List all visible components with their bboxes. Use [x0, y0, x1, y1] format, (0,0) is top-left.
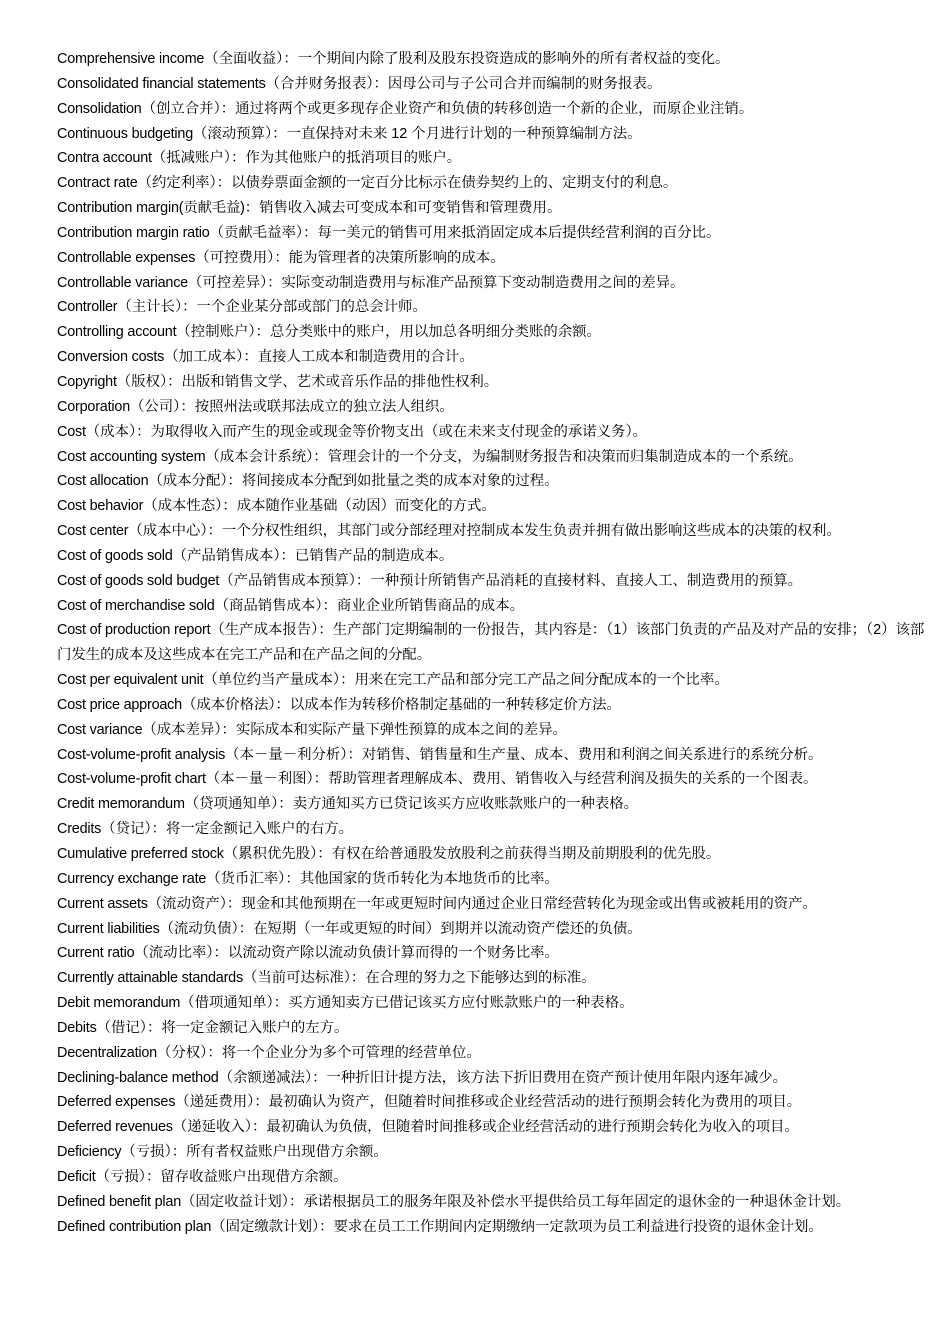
entry-description: （贡献毛益率）：每一美元的销售可用来抵消固定成本后提供经营利润的百分比。 [209, 224, 721, 241]
entry-term: Debits [57, 1019, 97, 1036]
entry-term: Deferred expenses [57, 1094, 176, 1111]
entry-copyright [57, 370, 932, 395]
entry-description: （贷项通知单）：卖方通知买方已贷记该买方应收账款账户的一种表格。 [184, 796, 639, 813]
entry-debit-memorandum [57, 991, 932, 1016]
entry-cumulative-preferred-stock [57, 842, 932, 867]
entry-consolidation [57, 97, 932, 122]
entry-continuous-budgeting [57, 122, 932, 147]
entry-term: Cost-volume-profit analysis [57, 746, 226, 763]
entry-term: Controllable expenses [57, 249, 196, 266]
entry-term: Contra account [57, 150, 152, 167]
entry-term: Consolidation [57, 100, 142, 117]
entry-term: Cumulative preferred stock [57, 846, 224, 862]
entry-term: Conversion costs [57, 349, 165, 366]
entry-description: （加工成本）：直接人工成本和制造费用的合计。 [164, 349, 474, 366]
entry-description: ：销售收入减去可变成本和可变销售和管理费用。 [244, 200, 562, 217]
entry-description: （生产成本报告）：生产部门定期编制的一份报告，其内容是：（1）该部门负责的产品及对产品的安排；（2）该部门发生的成本及这些成本在完工产品和在产品之间的分配。 [57, 622, 925, 664]
entry-description: （固定收益计划）：承诺根据员工的服务年限及补偿水平提供给员工每年固定的退休金的一种退休金计划。 [181, 1193, 851, 1210]
entry-description: （控制账户）：总分类账中的账户，用以加总各明细分类账的余额。 [176, 324, 601, 341]
entry-consolidated-financial-statements [57, 72, 932, 97]
entry-defined-benefit-plan [57, 1190, 932, 1215]
entry-description: （累积优先股）：有权在给普通股发放股利之前获得当期及前期股利的优先股。 [223, 846, 721, 862]
entry-description: （流动资产）：现金和其他预期在一年或更短时间内通过企业日常经营转化为现金或出售或被耗用的资产。 [147, 895, 817, 912]
entry-description: （成本）：为取得收入而产生的现金或现金等价物支出（或在未来支付现金的承诺义务）。 [85, 423, 648, 440]
entry-description: （余额递减法）：一种折旧计提方法，该方法下折旧费用在资产预计使用年限内逐年减少。 [218, 1069, 788, 1086]
entry-contra-account [57, 146, 932, 171]
entry-term: Deficiency [57, 1144, 122, 1161]
entry-description: （借记）：将一定金额记入账户的左方。 [96, 1019, 349, 1036]
entry-term: Cost price approach [57, 696, 182, 713]
entry-corporation [57, 395, 932, 420]
entry-term: Cost of merchandise sold [57, 597, 215, 614]
entry-deferred-expenses [57, 1090, 932, 1115]
entry-description: （递延费用）：最初确认为资产，但随着时间推移或企业经营活动的进行预期会转化为费用的项目。 [175, 1094, 802, 1111]
entry-credits [57, 817, 932, 842]
entry-term: Deferred revenues [57, 1119, 173, 1136]
entry-comprehensive-income [57, 47, 932, 72]
entry-description: （递延收入）：最初确认为负债，但随着时间推移或企业经营活动的进行预期会转化为收入的项目。 [172, 1119, 799, 1136]
entry-description: （成本性态）：成本随作业基础（动因）而变化的方式。 [143, 498, 496, 515]
entry-term: Cost variance [57, 721, 143, 738]
entry-term: Declining-balance method [57, 1069, 219, 1086]
entry-description: （成本分配）：将间接成本分配到如批量之类的成本对象的过程。 [148, 473, 559, 490]
entry-cost-variance [57, 718, 932, 743]
entry-term: Credits [57, 821, 102, 838]
entry-description: （创立合并）：通过将两个或更多现存企业资产和负债的转移创造一个新的企业，而原企业注销。 [141, 100, 754, 117]
entry-description: （可控差异）：实际变动制造费用与标准产品预算下变动制造费用之间的差异。 [188, 274, 685, 291]
entry-currently-attainable-standards [57, 966, 932, 991]
entry-cost [57, 420, 932, 445]
entry-term: Controllable variance [57, 274, 188, 291]
entry-description: （滚动预算）：一直保持对未来 12 个月进行计划的一种预算编制方法。 [193, 125, 642, 142]
entry-term: Consolidated financial statements [57, 75, 266, 92]
entry-term: Defined benefit plan [57, 1193, 182, 1210]
entry-current-assets [57, 892, 932, 917]
entry-current-ratio [57, 941, 932, 966]
entry-term: Credit memorandum [57, 796, 185, 813]
entry-credit-memorandum [57, 792, 932, 817]
entry-term: Comprehensive income [57, 51, 205, 67]
entry-term: Controller [57, 299, 118, 316]
entry-cost-volume-profit-analysis [57, 743, 932, 768]
entry-decentralization [57, 1041, 932, 1066]
entry-description: （成本会计系统）：管理会计的一个分支，为编制财务报告和决策而归集制造成本的一个系统。 [205, 448, 803, 465]
entry-conversion-costs [57, 345, 932, 370]
entry-term: Cost of goods sold budget [57, 572, 220, 589]
entry-description: （亏损）：留存收益账户出现借方余额。 [95, 1168, 348, 1185]
entry-description: （可控费用）：能为管理者的决策所影响的成本。 [195, 249, 505, 266]
entry-term: Cost center [57, 523, 129, 540]
entry-description: （成本差异）：实际成本和实际产量下弹性预算的成本之间的差异。 [142, 721, 567, 738]
entry-controlling-account [57, 320, 932, 345]
entry-contract-rate [57, 171, 932, 196]
entry-cost-behavior [57, 494, 932, 519]
entry-deficit [57, 1165, 932, 1190]
entry-cost-price-approach [57, 693, 932, 718]
glossary-page [57, 47, 932, 1240]
entry-controllable-expenses [57, 246, 932, 271]
entry-description: （成本价格法）：以成本作为转移价格制定基础的一种转移定价方法。 [182, 696, 621, 713]
entry-term: Deficit [57, 1168, 96, 1185]
entry-term: Continuous budgeting [57, 125, 194, 142]
entry-cost-of-goods-sold-budget [57, 569, 932, 594]
entry-currency-exchange-rate [57, 867, 932, 892]
entry-cost-center [57, 519, 932, 544]
entry-description: （分权）：将一个企业分为多个可管理的经营单位。 [157, 1044, 481, 1061]
entry-term: Currency exchange rate [57, 870, 207, 887]
entry-description: （商品销售成本）：商业企业所销售商品的成本。 [214, 597, 524, 614]
entry-description: （公司）：按照州法或联邦法成立的独立法人组织。 [130, 398, 454, 415]
entry-description: （单位约当产量成本）：用来在完工产品和部分完工产品之间分配成本的一个比率。 [203, 672, 729, 689]
entry-term: Cost-volume-profit chart [57, 771, 206, 788]
entry-description: （流动负债）：在短期（一年或更短的时间）到期并以流动资产偿还的负债。 [159, 920, 642, 937]
entry-description: （版权）：出版和销售文学、艺术或音乐作品的排他性权利。 [116, 373, 499, 390]
entry-term: Debit memorandum [57, 995, 181, 1012]
entry-term: Current ratio [57, 945, 135, 962]
entry-term: Cost behavior [57, 498, 144, 515]
entry-description: （全面收益）：一个期间内除了股利及股东投资造成的影响外的所有者权益的变化。 [204, 51, 730, 67]
entry-term: Current liabilities [57, 920, 160, 937]
entry-controllable-variance [57, 271, 932, 296]
entry-cost-of-merchandise-sold [57, 594, 932, 619]
entry-description: （本－量－利分析）：对销售、销售量和生产量、成本、费用和利润之间关系进行的系统分析。 [225, 746, 823, 763]
entry-term: Decentralization [57, 1044, 157, 1061]
entry-description: （产品销售成本）：已销售产品的制造成本。 [172, 547, 454, 564]
entry-term: Corporation [57, 398, 130, 415]
entry-description: （本－量－利图）：帮助管理者理解成本、费用、销售收入与经营利润及损失的关系的一个图表。 [205, 771, 818, 788]
entry-description: （当前可达标准）：在合理的努力之下能够达到的标准。 [242, 970, 596, 987]
entry-declining-balance-method [57, 1066, 932, 1091]
entry-term: Currently attainable standards [57, 970, 243, 987]
entry-term: Cost accounting system [57, 448, 206, 465]
entry-term: Cost of production report [57, 622, 211, 639]
entry-contribution-margin-ratio [57, 221, 932, 246]
entry-term: Contribution margin(贡献毛益) [57, 200, 245, 217]
entry-description: （合并财务报表）：因母公司与子公司合并而编制的财务报表。 [265, 75, 662, 92]
entry-description: （流动比率）：以流动资产除以流动负债计算而得的一个财务比率。 [134, 945, 559, 962]
entry-term: Copyright [57, 373, 117, 390]
entry-deferred-revenues [57, 1115, 932, 1140]
entry-term: Cost per equivalent unit [57, 672, 204, 689]
entry-term: Current assets [57, 895, 148, 912]
entry-description: （产品销售成本预算）：一种预计所销售产品消耗的直接材料、直接人工、制造费用的预算。 [219, 572, 803, 589]
entry-current-liabilities [57, 917, 932, 942]
entry-description: （主计长）：一个企业某分部或部门的总会计师。 [117, 299, 427, 316]
entry-term: Cost [57, 423, 86, 440]
entry-description: （成本中心）：一个分权性组织，其部门或分部经理对控制成本发生负责并拥有做出影响这些成本的决策的权利。 [128, 523, 841, 540]
entry-term: Defined contribution plan [57, 1218, 212, 1235]
entry-cost-per-equivalent-unit [57, 668, 932, 693]
entry-term: Contribution margin ratio [57, 224, 210, 241]
entry-term: Controlling account [57, 324, 177, 341]
entry-description: （借项通知单）：买方通知卖方已借记该买方应付账款账户的一种表格。 [180, 995, 634, 1012]
entry-description: （货币汇率）：其他国家的货币转化为本地货币的比率。 [206, 870, 559, 887]
entry-term: Contract rate [57, 175, 138, 192]
entry-description: （约定利率）：以债券票面金额的一定百分比标示在债券契约上的、定期支付的利息。 [137, 175, 678, 192]
entry-description: （亏损）：所有者权益账户出现借方余额。 [121, 1144, 388, 1161]
entry-deficiency [57, 1140, 932, 1165]
entry-controller [57, 295, 932, 320]
entry-cost-of-goods-sold [57, 544, 932, 569]
entry-cost-allocation [57, 469, 932, 494]
entry-term: Cost of goods sold [57, 547, 173, 564]
entry-cost-volume-profit-chart [57, 767, 932, 792]
entry-description: （固定缴款计划）：要求在员工工作期间内定期缴纳一定款项为员工利益进行投资的退休金计划。 [211, 1218, 823, 1235]
entry-cost-of-production-report [57, 618, 932, 668]
entry-defined-contribution-plan [57, 1215, 932, 1240]
entry-term: Cost allocation [57, 473, 149, 490]
entry-contribution-margin [57, 196, 932, 221]
entry-debits [57, 1016, 932, 1041]
entry-cost-accounting-system [57, 445, 932, 470]
entry-description: （抵减账户）：作为其他账户的抵消项目的账户。 [151, 150, 462, 167]
entry-description: （贷记）：将一定金额记入账户的右方。 [101, 821, 354, 838]
